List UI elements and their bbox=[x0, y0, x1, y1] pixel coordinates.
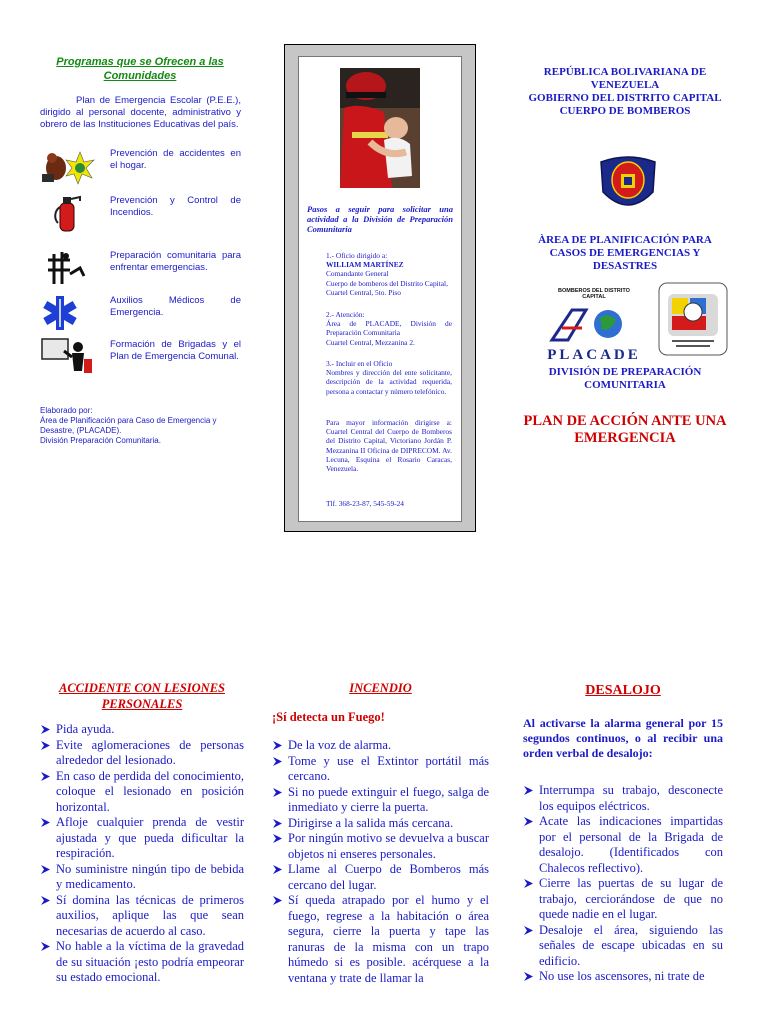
list-item bbox=[40, 893, 244, 940]
firefighter-with-baby-photo bbox=[340, 68, 420, 188]
list-item bbox=[272, 738, 489, 754]
accident-list bbox=[40, 722, 244, 986]
list-item-text: Cierre las puertas de su lugar de trabajo, cerciorándose de que no quede nadie en el lugar. bbox=[539, 876, 723, 921]
list-item-text: Desaloje el área, siguiendo las señales de escape ubicadas en su edificio. bbox=[539, 922, 723, 968]
star-of-life-icon bbox=[40, 293, 96, 333]
list-item-text: Llame al Cuerpo de Bomberos más cercano del lugar. bbox=[288, 862, 489, 892]
list-item-text: Evite aglomeraciones de personas alrededor del lesionado. bbox=[56, 737, 244, 767]
list-item bbox=[40, 722, 244, 738]
arrow-bullet-icon bbox=[523, 925, 534, 936]
programs-title: Programas que se Ofrecen a las Comunidades bbox=[56, 56, 224, 82]
header-line: REPÚBLICA BOLIVARIANA DE VENEZUELA bbox=[543, 66, 707, 91]
step-3 bbox=[326, 359, 452, 396]
evacuation-title: DESALOJO bbox=[585, 683, 661, 698]
fire-department-shield-logo bbox=[593, 152, 663, 216]
step-1-name: WILLIAM MARTÍNEZ bbox=[326, 260, 404, 270]
placade-emblem bbox=[546, 300, 642, 346]
list-item bbox=[40, 769, 244, 816]
accident-title: ACCIDENTE CON LESIONES PERSONALES bbox=[58, 681, 225, 711]
list-item bbox=[272, 831, 489, 862]
program-label: Prevención de accidentes en el hogar. bbox=[110, 148, 241, 171]
list-item bbox=[40, 815, 244, 862]
program-label: Prevención y Control de Incendios. bbox=[110, 195, 241, 218]
step-2 bbox=[326, 310, 452, 347]
arrow-bullet-icon bbox=[40, 864, 51, 875]
list-item-text: Dirigirse a la salida más cercana. bbox=[288, 815, 454, 830]
arrow-bullet-icon bbox=[523, 816, 534, 827]
list-item bbox=[40, 862, 244, 893]
credits-line: Elaborado por: bbox=[40, 406, 93, 415]
organization-header bbox=[525, 66, 725, 118]
list-item-text: Sí domina las técnicas de primeros auxilios, aplique las que sean necesarias de acuerdo al caso. bbox=[56, 892, 244, 938]
step-3-detail: Nombres y dirección del ente solicitante, descripción de la actividad requerida, persona a contactar y número telefónico. bbox=[326, 368, 452, 396]
list-item bbox=[523, 783, 723, 814]
plan-title: PLAN DE ACCIÓN ANTE UNA EMERGENCIA bbox=[523, 413, 727, 446]
arrow-bullet-icon bbox=[272, 818, 283, 829]
programs-intro: Plan de Emergencia Escolar (P.E.E.), dirigido al personal docente, administrativo y obrero de las Instituciones Educativas del país. bbox=[40, 95, 241, 130]
request-heading: Pasos a seguir para solicitar una actividad a la División de Preparación Comunitaria bbox=[307, 204, 453, 234]
arrow-bullet-icon bbox=[272, 787, 283, 798]
list-item-text: En caso de perdida del conocimiento, coloque el lesionado en posición horizontal. bbox=[56, 768, 244, 814]
list-item bbox=[523, 969, 723, 985]
step-1-detail: Cuerpo de bomberos del Distrito Capital, Cuartel Central, 5to. Piso bbox=[326, 278, 448, 297]
arrow-bullet-icon bbox=[523, 878, 534, 889]
list-item-text: Si no puede extinguir el fuego, salga de inmediato y cierre la puerta. bbox=[288, 784, 489, 814]
step-1-intro: 1.- Oficio dirigido a: bbox=[326, 251, 388, 260]
evacuation-intro: Al activarse la alarma general por 15 segundos continuos, o al recibir una orden verbal de desalojo: bbox=[523, 716, 723, 760]
evacuation-section bbox=[523, 683, 723, 1024]
list-item-text: No hable a la víctima de la gravedad de su situación ¡esto podría empeorar su estado emocional. bbox=[56, 939, 244, 984]
community-preparation-icon bbox=[40, 248, 96, 288]
program-item-brigade bbox=[40, 337, 241, 377]
list-item bbox=[40, 939, 244, 986]
list-item-text: Tome y use el Extintor portátil más cercano. bbox=[288, 753, 489, 783]
fire-section bbox=[272, 680, 489, 1024]
list-item-text: Sí queda atrapado por el humo y el fuego, regrese a la habitación o área segura, cierre la puerta y tape las ranuras de la misma con un trapo húmedo si es posible. acérquese a la ventana y trate de llamar la bbox=[288, 893, 489, 985]
credits-line: División Preparación Comunitaria. bbox=[40, 436, 161, 445]
header-line: GOBIERNO DEL DISTRITO CAPITAL bbox=[528, 92, 722, 104]
division-title: DIVISIÓN DE PREPARACIÓN COMUNITARIA bbox=[548, 366, 702, 391]
program-label: Auxilios Médicos de Emergencia. bbox=[110, 295, 241, 318]
credits-line: Área de Planificación para Caso de Emergencia y Desastre, (PLACADE). bbox=[40, 416, 217, 435]
step-3-intro: 3.- Incluir en el Oficio bbox=[326, 359, 393, 368]
placade-logo-word: PLACADE bbox=[547, 347, 641, 363]
placade-logo bbox=[546, 288, 642, 364]
step-2-detail: Área de PLACADE, División de Preparación Comunitaria bbox=[326, 319, 452, 338]
credits bbox=[40, 406, 245, 446]
arrow-bullet-icon bbox=[523, 785, 534, 796]
arrow-bullet-icon bbox=[40, 895, 51, 906]
list-item-text: Acate las indicaciones impartidas por el personal de la Brigada de desalojo. (Identificados con Chalecos reflectivo). bbox=[539, 814, 723, 875]
list-item bbox=[523, 923, 723, 970]
fire-subtitle: ¡Sí detecta un Fuego! bbox=[272, 710, 385, 724]
arrow-bullet-icon bbox=[272, 740, 283, 751]
list-item-text: Interrumpa su trabajo, desconecte los equipos eléctricos. bbox=[539, 783, 723, 813]
list-item bbox=[272, 785, 489, 816]
arrow-bullet-icon bbox=[523, 971, 534, 982]
community-division-logo bbox=[658, 282, 728, 356]
program-label: Preparación comunitaria para enfrentar emergencias. bbox=[110, 250, 241, 273]
step-2-intro: 2.- Atención: bbox=[326, 310, 365, 319]
arrow-bullet-icon bbox=[40, 771, 51, 782]
header-line: CUERPO DE BOMBEROS bbox=[559, 105, 691, 117]
arrow-bullet-icon bbox=[40, 817, 51, 828]
program-label: Formación de Brigadas y el Plan de Emergencia Comunal. bbox=[110, 339, 241, 362]
list-item-text: No suministre ningún tipo de bebida y medicamento. bbox=[56, 861, 244, 891]
list-item bbox=[40, 738, 244, 769]
step-2-location: Cuartel Central, Mezzanina 2. bbox=[326, 337, 415, 347]
brigade-training-icon bbox=[40, 337, 96, 377]
arrow-bullet-icon bbox=[272, 833, 283, 844]
evacuation-list bbox=[523, 783, 723, 985]
list-item-text: Afloje cualquier prenda de vestir ajustada y que pueda dificultar la respiración. bbox=[56, 815, 244, 860]
fire-extinguisher-icon bbox=[40, 193, 96, 233]
accident-section bbox=[40, 680, 244, 986]
more-info: Para mayor información dirigirse a: Cuartel Central del Cuerpo de Bomberos del Distrito Capital, Victoriano Jordán P. Mezzanina II Oficina de DIPRECOM. Av. Lecuna, Esquina el Rosario Caracas, Venezuela. bbox=[326, 418, 452, 474]
arrow-bullet-icon bbox=[272, 895, 283, 906]
arrow-bullet-icon bbox=[40, 941, 51, 952]
step-1-role: Comandante General bbox=[326, 269, 389, 279]
program-item-community bbox=[40, 248, 241, 288]
program-item-home bbox=[40, 146, 241, 186]
program-item-medical bbox=[40, 293, 241, 333]
list-item bbox=[272, 816, 489, 832]
list-item-text: No use los ascensores, ni trate de bbox=[539, 969, 705, 983]
list-item bbox=[272, 893, 489, 986]
placade-logo-caption: BOMBEROS DEL DISTRITO CAPITAL bbox=[558, 288, 630, 300]
fire-title: INCENDIO bbox=[349, 681, 412, 695]
list-item-text: Pida ayuda. bbox=[56, 722, 115, 736]
arrow-bullet-icon bbox=[272, 864, 283, 875]
arrow-bullet-icon bbox=[40, 724, 51, 735]
list-item bbox=[523, 876, 723, 923]
planning-area-title: ÀREA DE PLANIFICACIÓN PARA CASOS DE EMERGENCIAS Y DESASTRES bbox=[538, 234, 712, 272]
list-item bbox=[523, 814, 723, 876]
arrow-bullet-icon bbox=[40, 740, 51, 751]
list-item-text: Por ningún motivo se devuelva a buscar objetos ni enseres personales. bbox=[288, 831, 489, 861]
arrow-bullet-icon bbox=[272, 756, 283, 767]
list-item bbox=[272, 862, 489, 893]
phone-numbers: Tlf. 368-23-87, 545-59-24 bbox=[326, 499, 404, 508]
program-item-fire bbox=[40, 193, 241, 233]
fire-list bbox=[272, 738, 489, 986]
list-item-text: De la voz de alarma. bbox=[288, 738, 392, 752]
step-1 bbox=[326, 251, 452, 297]
list-item bbox=[272, 754, 489, 785]
home-accident-icon bbox=[40, 146, 96, 186]
